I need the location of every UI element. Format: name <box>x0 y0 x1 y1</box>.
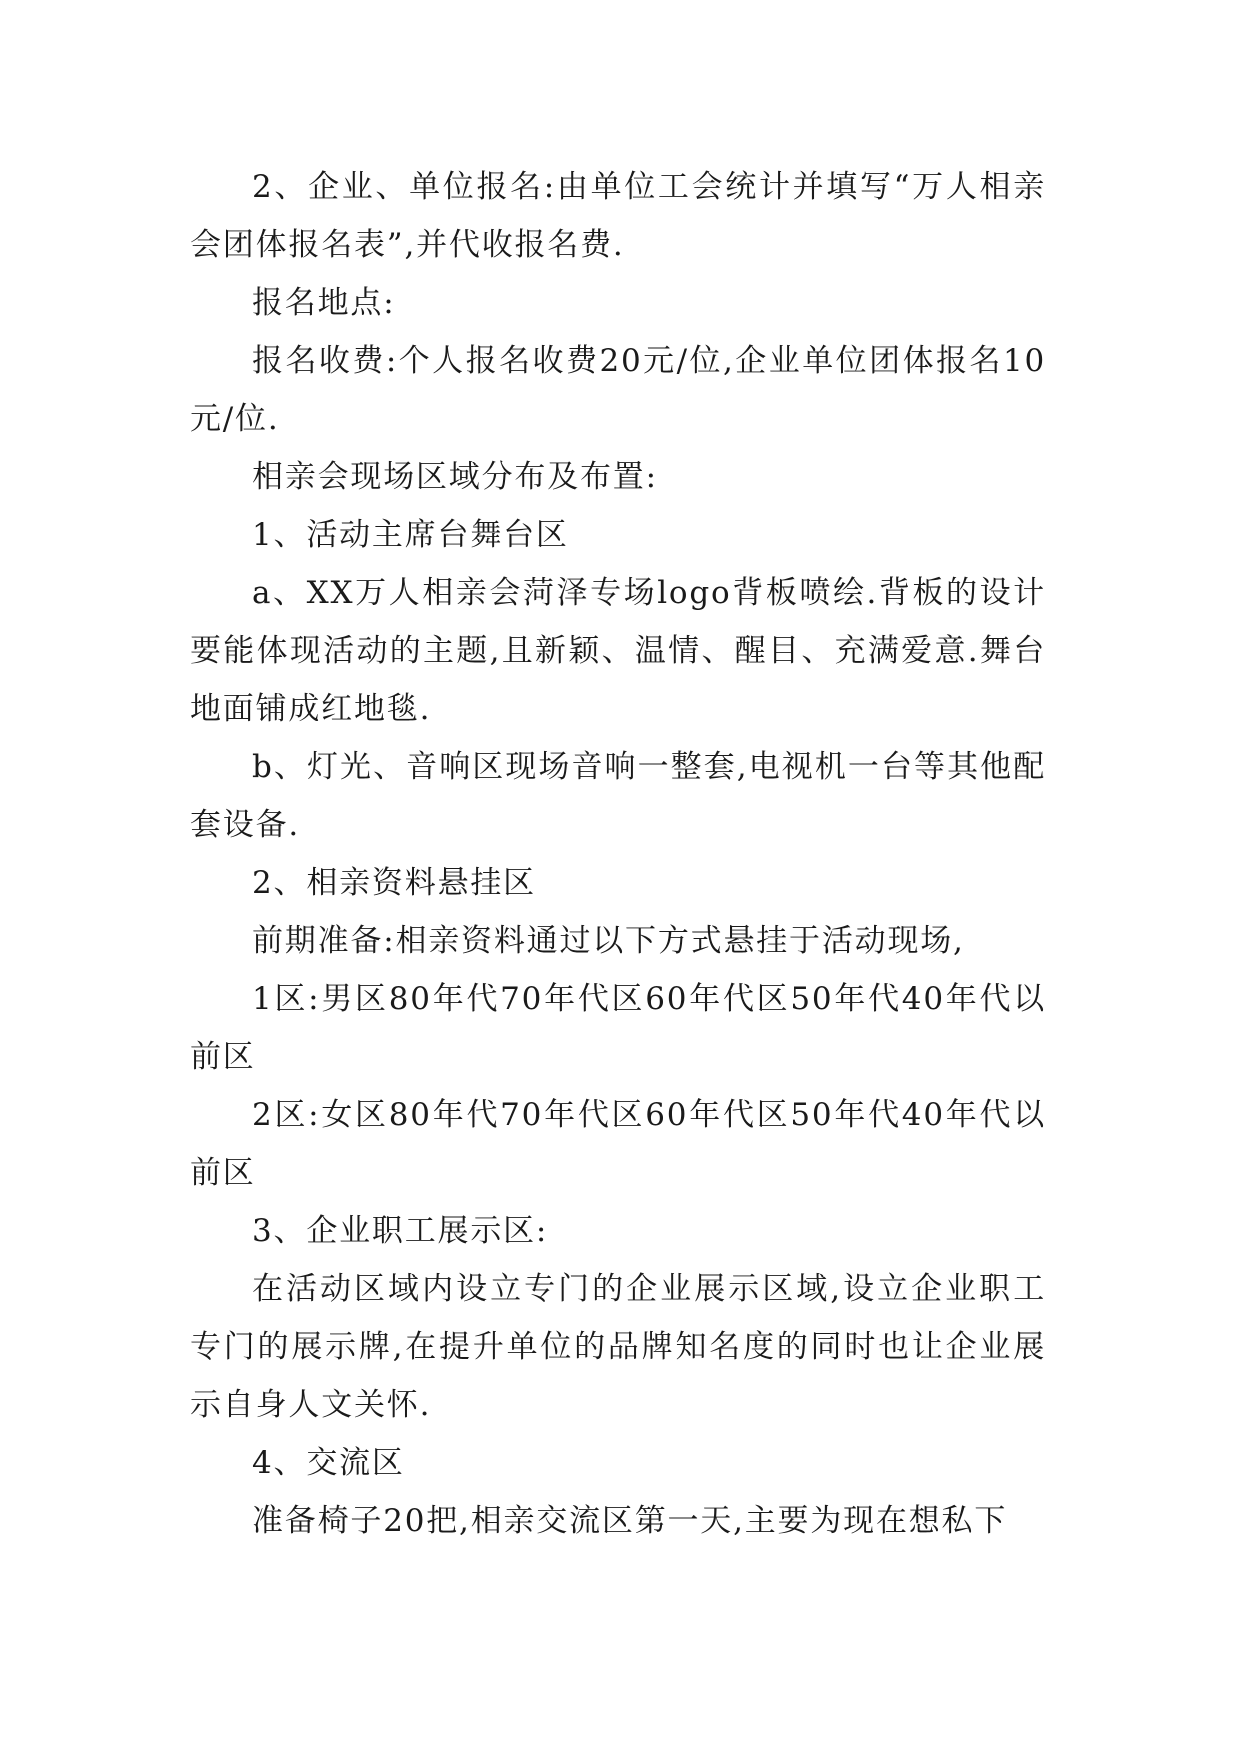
paragraph-stage-area-heading: 1、活动主席台舞台区 <box>252 517 569 553</box>
paragraph-zone-1-male: 1区:男区80年代70年代区60年代区50年代40年代以前区 <box>190 981 1046 1075</box>
paragraph-employee-showcase-heading: 3、企业职工展示区: <box>252 1213 549 1249</box>
paragraph-stage-backdrop: a、XX万人相亲会菏泽专场logo背板喷绘.背板的设计要能体现活动的主题,且新颖、温情、醒目、充满爱意.舞台地面铺成红地毯. <box>190 575 1046 727</box>
paragraph-zone-2-female: 2区:女区80年代70年代区60年代区50年代40年代以前区 <box>190 1097 1046 1191</box>
paragraph-venue-layout-heading: 相亲会现场区域分布及布置: <box>252 459 658 495</box>
paragraph-exchange-area: 准备椅子20把,相亲交流区第一天,主要为现在想私下 <box>252 1503 1008 1539</box>
paragraph-registration-fee: 报名收费:个人报名收费20元/位,企业单位团体报名10元/位. <box>190 343 1046 437</box>
paragraph-registration-location: 报名地点: <box>252 285 396 321</box>
paragraph-enterprise-registration: 2、企业、单位报名:由单位工会统计并填写“万人相亲会团体报名表”,并代收报名费. <box>190 169 1046 263</box>
paragraph-preparation: 前期准备:相亲资料通过以下方式悬挂于活动现场, <box>252 923 965 959</box>
document-body <box>190 158 1046 1550</box>
paragraph-exchange-area-heading: 4、交流区 <box>252 1445 405 1481</box>
paragraph-profile-area-heading: 2、相亲资料悬挂区 <box>252 865 536 901</box>
paragraph-lighting-audio: b、灯光、音响区现场音响一整套,电视机一台等其他配套设备. <box>190 749 1046 843</box>
paragraph-employee-showcase: 在活动区域内设立专门的企业展示区域,设立企业职工专门的展示牌,在提升单位的品牌知名度的同时也让企业展示自身人文关怀. <box>190 1271 1046 1423</box>
